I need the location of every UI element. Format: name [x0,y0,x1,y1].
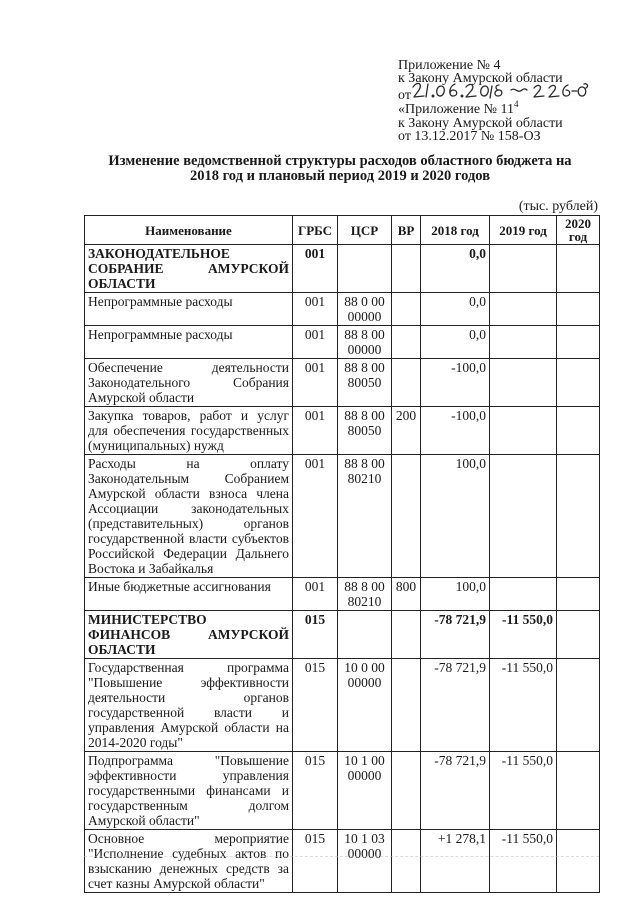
cell-grbs: 001 [293,578,338,611]
prior-appendix-number [398,99,563,117]
cell-csr: 88 8 00 80210 [338,578,392,611]
cell-y2018: +1 278,1 [421,830,490,893]
cell-name: Непрограммные расходы [85,293,293,326]
cell-grbs: 001 [293,326,338,359]
cell-csr: 10 1 00 00000 [338,752,392,830]
cell-y2019 [490,578,557,611]
table-header-row [85,216,600,245]
cell-grbs: 015 [293,830,338,893]
units-label: (тыс. рублей) [518,199,598,214]
cell-grbs: 001 [293,407,338,455]
cell-vr [392,611,421,659]
cell-vr [392,659,421,752]
header-2018: 2018 год [421,216,490,245]
cell-grbs: 015 [293,659,338,752]
cell-vr [392,245,421,293]
cell-vr: 200 [392,407,421,455]
cell-name: Обеспечение деятельности Законодательного Собрания Амурской области [85,359,293,407]
table-body [85,245,600,893]
cell-name: МИНИСТЕРСТВО ФИНАНСОВ АМУРСКОЙ ОБЛАСТИ [85,611,293,659]
budget-table [84,215,600,893]
cell-y2018: 0,0 [421,326,490,359]
table-row [85,830,600,893]
cell-grbs: 001 [293,455,338,578]
table-row [85,326,600,359]
cell-y2019: -11 550,0 [490,752,557,830]
cell-y2019 [490,359,557,407]
cell-name: Подпрограмма "Повышение эффективности управления государственными финансами и государственным долгом Амурской области" [85,752,293,830]
table-row [85,578,600,611]
cell-vr [392,455,421,578]
cell-csr: 10 1 03 00000 [338,830,392,893]
cell-csr: 88 8 00 80050 [338,407,392,455]
page-cut-line [84,856,599,857]
prior-appendix-block [398,99,563,144]
table-row [85,611,600,659]
cell-grbs: 015 [293,752,338,830]
cell-name: Основное мероприятие "Исполнение судебных актов по взысканию денежных средств за счет казны Амурской области" [85,830,293,893]
cell-y2020 [557,455,600,578]
table-row [85,752,600,830]
appendix-date-prefix: от [398,88,411,103]
header-name: Наименование [85,216,293,245]
cell-y2018: 100,0 [421,578,490,611]
cell-y2020 [557,359,600,407]
cell-csr: 88 8 00 80050 [338,359,392,407]
cell-y2020 [557,611,600,659]
cell-y2020 [557,407,600,455]
cell-y2019: -11 550,0 [490,830,557,893]
cell-name: Расходы на оплату Законодательным Собранием Амурской области взноса члена Ассоциации законодательных (представительных) органов государственной власти субъектов Российской Федерации Дальнего Востока и Забайкалья [85,455,293,578]
header-csr: ЦСР [338,216,392,245]
header-2020: 2020 год [557,216,600,245]
cell-csr [338,245,392,293]
appendix-block [398,59,586,102]
cell-grbs: 001 [293,245,338,293]
handwritten-date-drawing [411,77,589,103]
document-title-line1: Изменение ведомственной структуры расходов областного бюджета на [108,153,572,169]
header-vr: ВР [392,216,421,245]
prior-appendix-superscript: 4 [513,99,519,109]
cell-vr [392,293,421,326]
cell-y2018: -100,0 [421,407,490,455]
table-row [85,293,600,326]
cell-y2020 [557,293,600,326]
header-2019: 2019 год [490,216,557,245]
document-title-line2: 2018 год и плановый период 2019 и 2020 годов [189,168,491,184]
cell-name: Закупка товаров, работ и услуг для обеспечения государственных (муниципальных) нужд [85,407,293,455]
handwritten-date-signature [411,85,586,99]
cell-y2020 [557,752,600,830]
cell-y2019: -11 550,0 [490,659,557,752]
cell-y2018: 0,0 [421,245,490,293]
cell-csr: 88 8 00 80210 [338,455,392,578]
cell-grbs: 001 [293,293,338,326]
table-row [85,659,600,752]
cell-vr: 800 [392,578,421,611]
prior-appendix-number-text: «Приложение № 11 [398,102,514,117]
cell-grbs: 015 [293,611,338,659]
cell-y2020 [557,326,600,359]
appendix-date-line [398,85,586,102]
cell-vr [392,752,421,830]
cell-y2020 [557,245,600,293]
cell-y2019 [490,245,557,293]
appendix-law: к Закону Амурской области [398,71,563,86]
prior-appendix-law: к Закону Амурской области [398,116,563,131]
prior-appendix-date: от 13.12.2017 № 158-ОЗ [398,129,541,144]
table-row [85,245,600,293]
cell-grbs: 001 [293,359,338,407]
table-row [85,407,600,455]
cell-y2020 [557,830,600,893]
document-title [80,154,600,184]
cell-y2019 [490,455,557,578]
header-grbs: ГРБС [293,216,338,245]
cell-vr [392,326,421,359]
table-row [85,455,600,578]
cell-csr: 88 8 00 00000 [338,326,392,359]
cell-name: Государственная программа "Повышение эффективности деятельности органов государственной власти и управления Амурской области на 2014-2020 годы" [85,659,293,752]
cell-y2018: -78 721,9 [421,659,490,752]
cell-y2020 [557,659,600,752]
cell-vr [392,830,421,893]
cell-y2018: -100,0 [421,359,490,407]
cell-name: ЗАКОНОДАТЕЛЬНОЕ СОБРАНИЕ АМУРСКОЙ ОБЛАСТИ [85,245,293,293]
cell-y2019 [490,293,557,326]
cell-y2019 [490,326,557,359]
cell-y2018: -78 721,9 [421,752,490,830]
cell-vr [392,359,421,407]
table-row [85,359,600,407]
appendix-number: Приложение № 4 [398,58,501,73]
cell-csr: 88 0 00 00000 [338,293,392,326]
cell-y2018: 0,0 [421,293,490,326]
cell-name: Непрограммные расходы [85,326,293,359]
cell-y2019: -11 550,0 [490,611,557,659]
cell-y2018: 100,0 [421,455,490,578]
cell-y2019 [490,407,557,455]
cell-y2020 [557,578,600,611]
cell-name: Иные бюджетные ассигнования [85,578,293,611]
cell-csr [338,611,392,659]
cell-y2018: -78 721,9 [421,611,490,659]
cell-csr: 10 0 00 00000 [338,659,392,752]
